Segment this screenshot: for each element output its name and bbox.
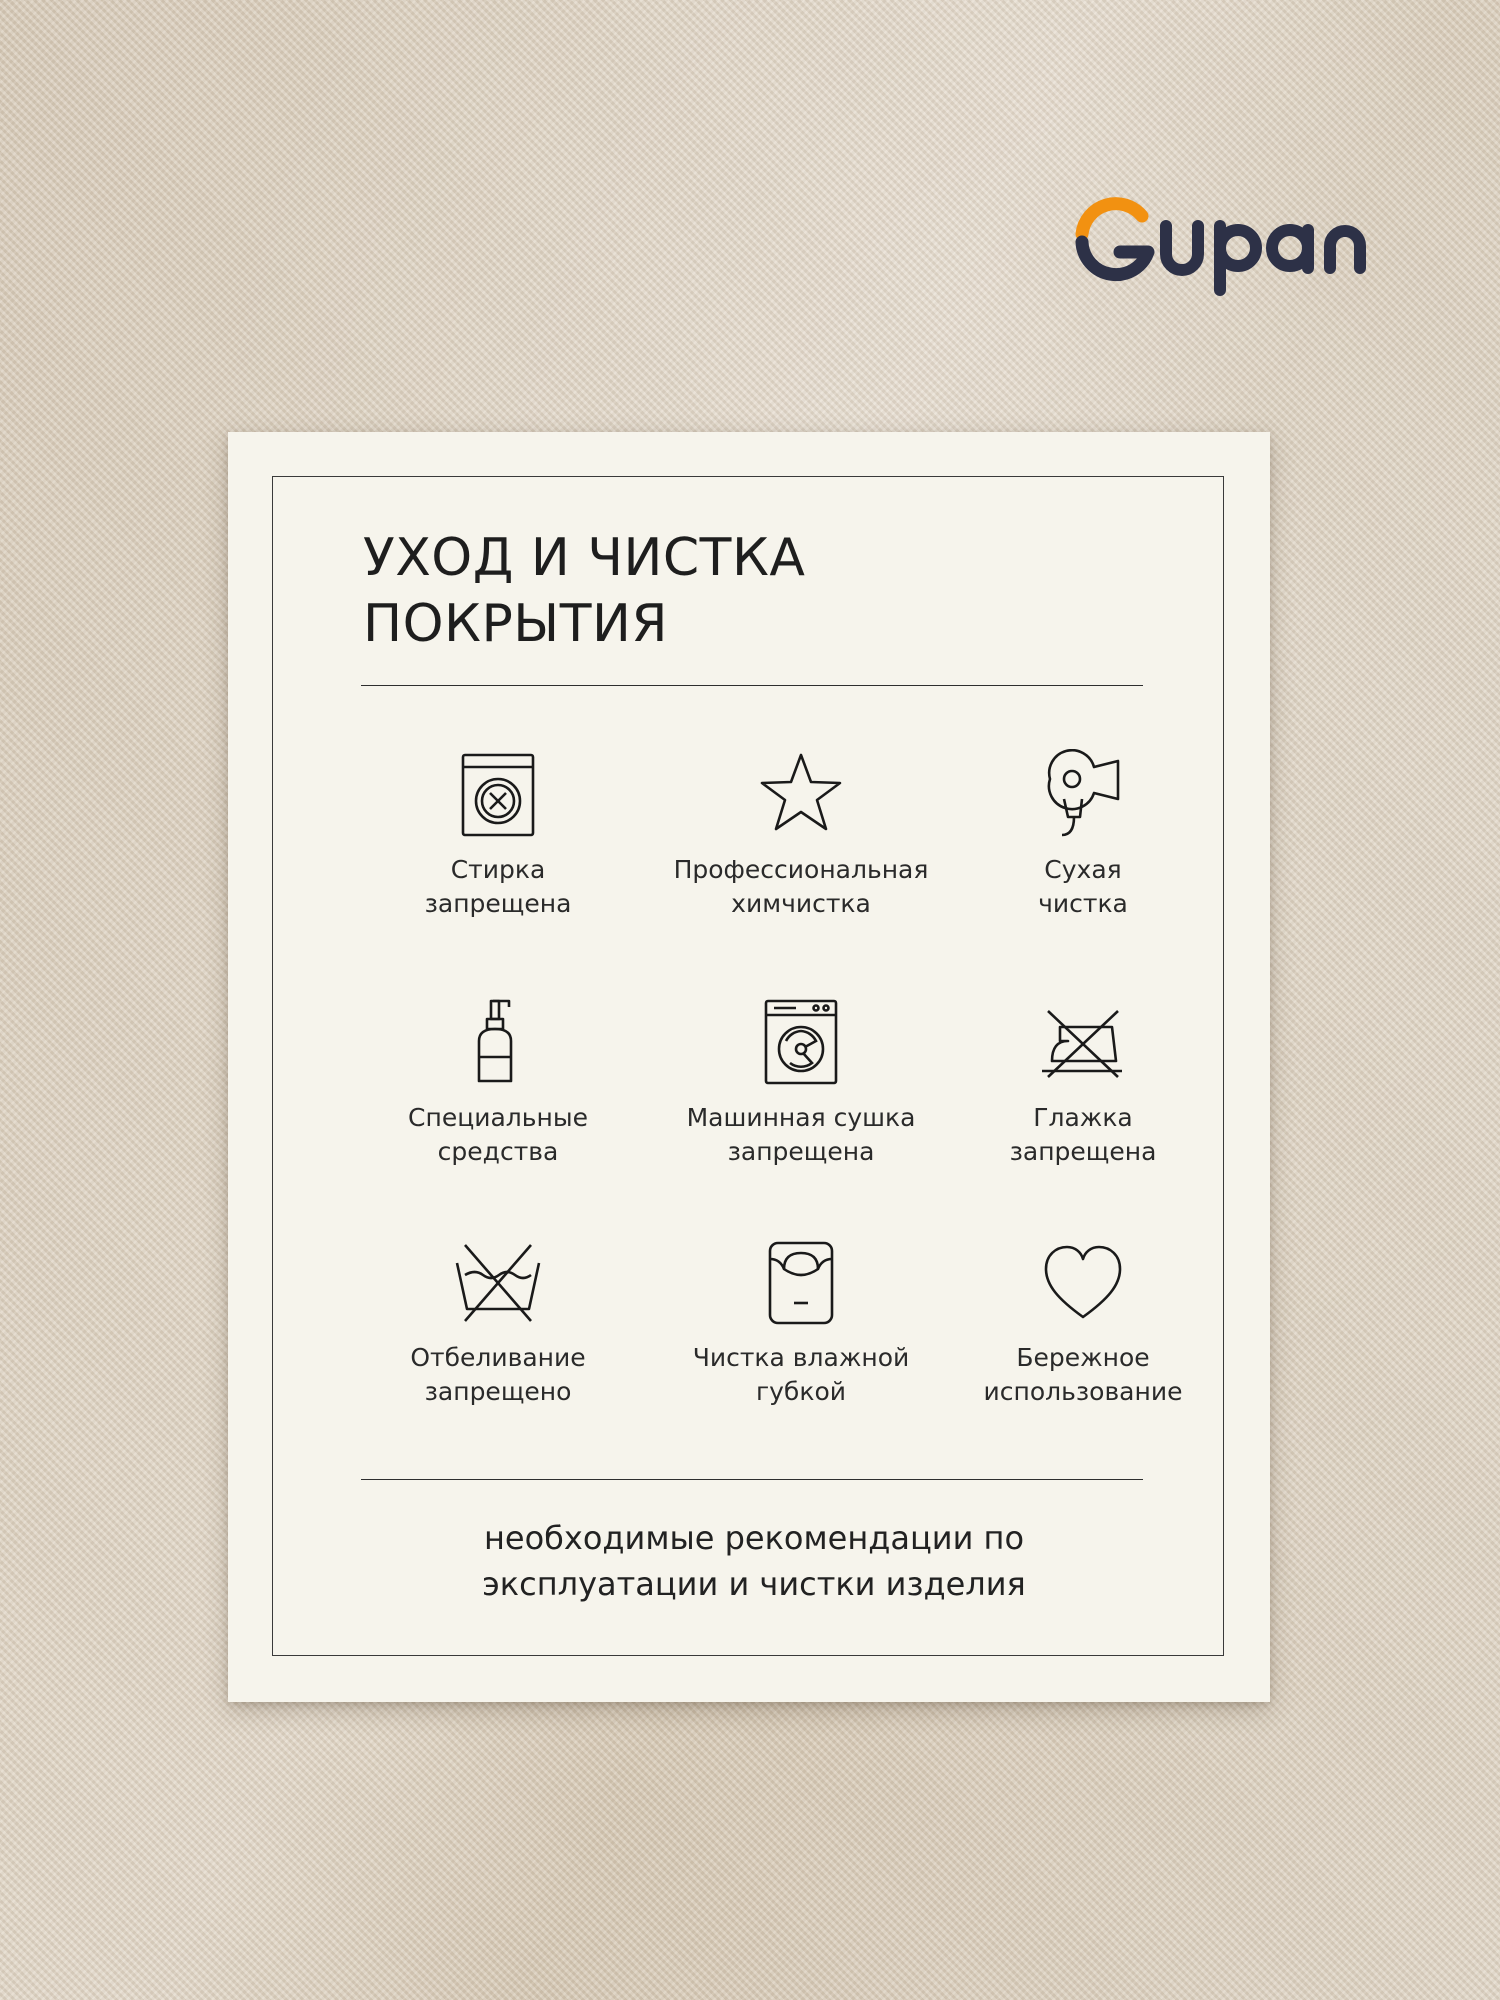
care-item-professional-cleaning	[651, 749, 951, 921]
card-title	[363, 525, 805, 657]
dryer-machine-icon	[756, 997, 846, 1087]
footer-line: необходимые рекомендации по	[483, 1519, 1025, 1557]
care-item-label: губкой	[756, 1377, 846, 1406]
title-line: УХОД И ЧИСТКА	[363, 528, 806, 588]
care-icons-grid	[313, 749, 1183, 1489]
hair-dryer-icon	[1038, 749, 1128, 839]
star-icon	[756, 749, 846, 839]
care-item-label: Бережное	[1016, 1343, 1150, 1372]
care-item-label: запрещено	[424, 1377, 572, 1406]
top-divider	[361, 685, 1143, 686]
soap-bottle-icon	[453, 997, 543, 1087]
care-item-gentle-use	[933, 1237, 1233, 1409]
sponge-icon	[756, 1237, 846, 1327]
care-item-dry-cleaning	[933, 749, 1233, 921]
care-item-label: чистка	[1038, 889, 1128, 918]
care-item-no-bleaching	[348, 1237, 648, 1409]
footer-line: эксплуатации и чистки изделия	[482, 1565, 1026, 1603]
care-item-no-machine-drying	[651, 997, 951, 1169]
care-item-no-ironing	[933, 997, 1233, 1169]
care-card	[228, 432, 1270, 1702]
care-item-label: Чистка влажной	[692, 1343, 910, 1372]
care-item-label: Профессиональная	[673, 855, 929, 884]
care-item-label: Глажка	[1033, 1103, 1133, 1132]
no-bleach-icon	[453, 1237, 543, 1327]
care-item-wet-sponge	[651, 1237, 951, 1409]
care-item-label: Отбеливание	[410, 1343, 586, 1372]
care-item-label: запрещена	[1009, 1137, 1157, 1166]
care-item-label: запрещена	[727, 1137, 875, 1166]
card-frame	[272, 476, 1224, 1656]
title-line: ПОКРЫТИЯ	[363, 594, 668, 654]
care-item-label: Сухая	[1044, 855, 1122, 884]
care-item-label: химчистка	[731, 889, 871, 918]
footer-text	[363, 1515, 1145, 1607]
care-item-label: использование	[983, 1377, 1183, 1406]
care-item-no-wash	[348, 749, 648, 921]
no-iron-icon	[1038, 997, 1128, 1087]
care-item-label: запрещена	[424, 889, 572, 918]
care-item-special-products	[348, 997, 648, 1169]
no-wash-icon	[453, 749, 543, 839]
bottom-divider	[361, 1479, 1143, 1480]
heart-icon	[1038, 1237, 1128, 1327]
care-item-label: Машинная сушка	[686, 1103, 916, 1132]
brand-logo	[1068, 190, 1368, 300]
care-item-label: Специальные	[408, 1103, 588, 1132]
care-item-label: Стирка	[450, 855, 546, 884]
care-item-label: средства	[437, 1137, 559, 1166]
